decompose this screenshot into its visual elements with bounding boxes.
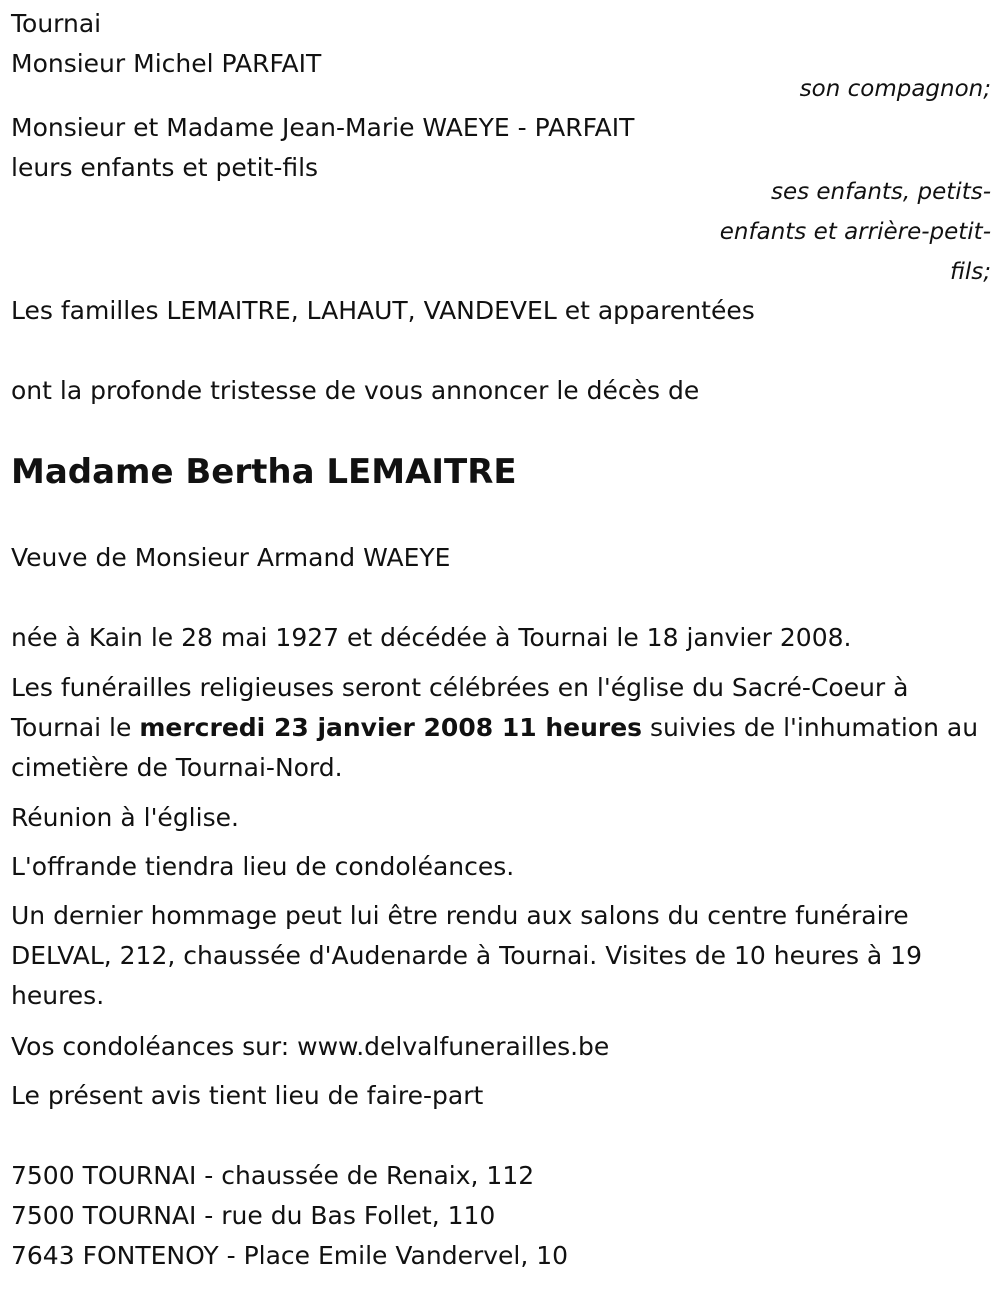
- funeral-paragraph: [11, 668, 991, 788]
- meeting-line: Réunion à l'église.: [11, 803, 239, 832]
- offering-line: L'offrande tiendra lieu de condoléances.: [11, 852, 515, 881]
- deceased-name: Madame Bertha LEMAITRE: [11, 452, 517, 492]
- companion-role: son compagnon;: [799, 76, 991, 102]
- funeral-datetime: mercredi 23 janvier 2008 11 heures: [139, 713, 643, 742]
- companion-name: Monsieur Michel PARFAIT: [11, 49, 322, 78]
- announcement: ont la profonde tristesse de vous annoncer le décès de: [11, 376, 700, 405]
- address-line: 7500 TOURNAI - rue du Bas Follet, 110: [11, 1201, 496, 1230]
- funeral-intro: Les funérailles religieuses seront célébrées en l'église du Sacré-Coeur à Tournai le: [11, 673, 909, 742]
- children-line: leurs enfants et petit-fils: [11, 153, 319, 182]
- address-line: 7500 TOURNAI - chaussée de Renaix, 112: [11, 1161, 535, 1190]
- city-line: Tournai: [11, 9, 102, 38]
- children-role: ses enfants, petits-enfants et arrière-petit-fils;: [719, 179, 991, 285]
- address-line: 7643 FONTENOY - Place Emile Vandervel, 10: [11, 1241, 569, 1270]
- tribute-paragraph: Un dernier hommage peut lui être rendu aux salons du centre funéraire DELVAL, 212, chaussée d'Audenarde à Tournai. Visites de 10 heures à 19 heures.: [11, 901, 922, 1010]
- notice-line: Le présent avis tient lieu de faire-part: [11, 1081, 484, 1110]
- families-line: Les familles LEMAITRE, LAHAUT, VANDEVEL et apparentées: [11, 296, 755, 325]
- birth-death-line: née à Kain le 28 mai 1927 et décédée à Tournai le 18 janvier 2008.: [11, 623, 852, 652]
- funeral-outro: suivies de l'inhumation au cimetière de Tournai-Nord.: [11, 713, 979, 782]
- children-name: Monsieur et Madame Jean-Marie WAEYE - PARFAIT: [11, 113, 635, 142]
- widow-of-line: Veuve de Monsieur Armand WAEYE: [11, 543, 451, 572]
- condolences-line: Vos condoléances sur: www.delvalfunerailles.be: [11, 1032, 610, 1061]
